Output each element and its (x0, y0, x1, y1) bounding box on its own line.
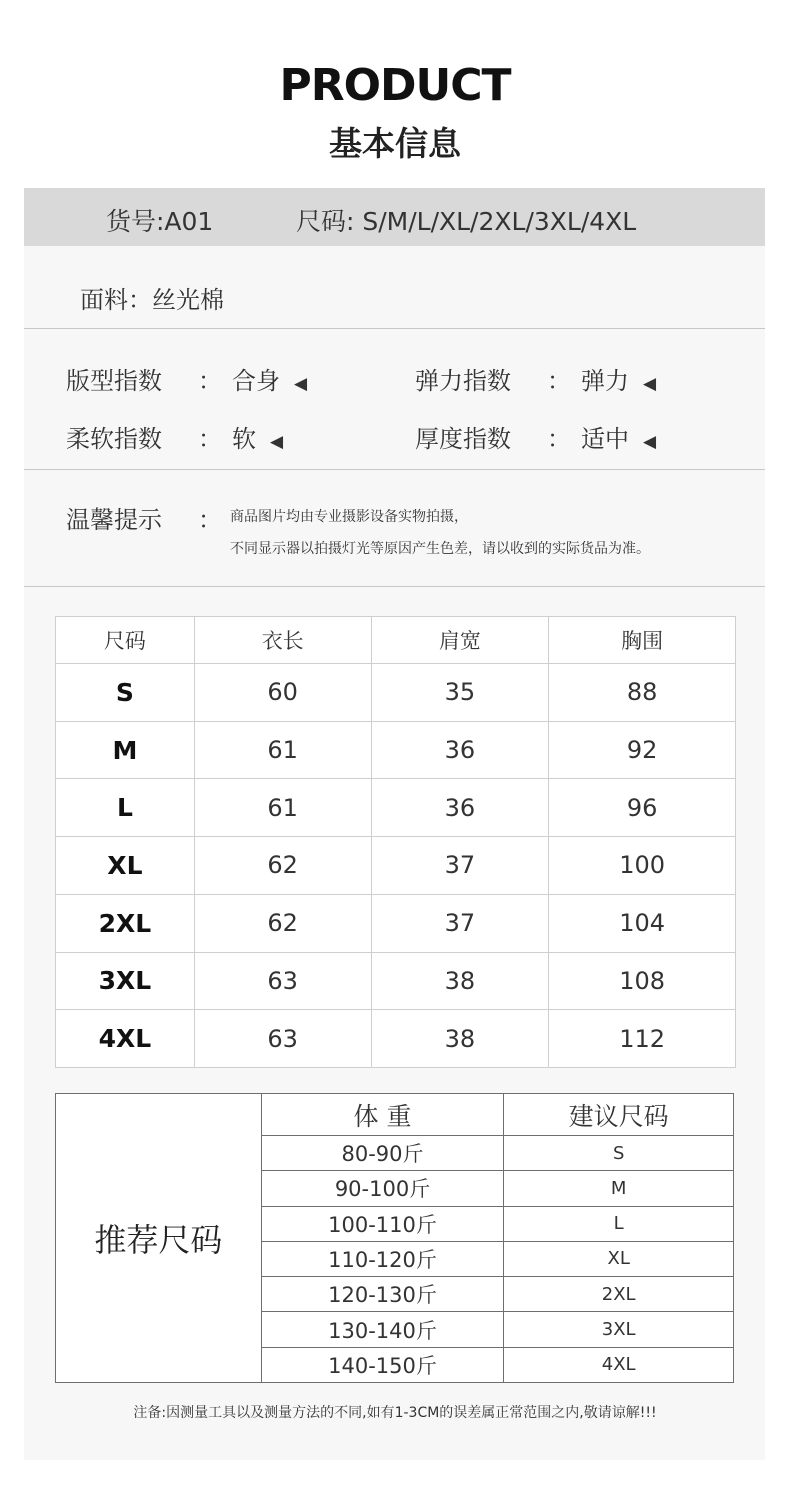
size-cell: M (504, 1171, 734, 1206)
length-cell: 61 (194, 721, 371, 779)
recommend-label: 推荐尺码 (56, 1094, 262, 1383)
shoulder-cell: 36 (371, 779, 549, 837)
shoulder-cell: 38 (371, 952, 549, 1010)
arrow-left-icon: ◀ (270, 432, 284, 452)
column-header: 尺码 (56, 617, 195, 664)
softness-index-label: 柔软指数 (66, 425, 162, 453)
weight-cell: 130-140斤 (261, 1312, 504, 1347)
size-cell: S (56, 664, 195, 722)
stretch-index (581, 361, 656, 396)
divider (24, 469, 765, 470)
size-cell: 4XL (56, 1010, 195, 1068)
thickness-index-value: 适中 (581, 425, 629, 453)
size-cell: XL (504, 1241, 734, 1276)
table-row (56, 721, 736, 779)
stretch-index-colon: ： (547, 367, 571, 395)
recommend-table (55, 1093, 734, 1383)
size-cell: 2XL (56, 894, 195, 952)
length-cell: 63 (194, 1010, 371, 1068)
chest-cell: 96 (549, 779, 736, 837)
table-header-row (56, 617, 736, 664)
arrow-left-icon: ◀ (294, 374, 308, 394)
chest-cell: 100 (549, 837, 736, 895)
fit-index-colon: ： (198, 367, 222, 395)
length-cell: 63 (194, 952, 371, 1010)
stretch-index-value: 弹力 (581, 367, 629, 395)
weight-cell: 100-110斤 (261, 1206, 504, 1241)
tip-line-2: 不同显示器以拍摄灯光等原因产生色差，请以收到的实际货品为准。 (230, 541, 650, 557)
table-row (56, 894, 736, 952)
size-cell: L (56, 779, 195, 837)
size-cell: L (504, 1206, 734, 1241)
length-cell: 62 (194, 837, 371, 895)
header-bar (24, 188, 765, 246)
column-header: 胸围 (549, 617, 736, 664)
thickness-index (581, 419, 656, 454)
weight-cell: 140-150斤 (261, 1347, 504, 1382)
length-cell: 61 (194, 779, 371, 837)
weight-cell: 120-130斤 (261, 1277, 504, 1312)
divider (24, 328, 765, 329)
page-title-cn: 基本信息 (329, 124, 461, 163)
shoulder-cell: 37 (371, 837, 549, 895)
chest-cell: 92 (549, 721, 736, 779)
chest-cell: 104 (549, 894, 736, 952)
table-row (56, 1010, 736, 1068)
chest-cell: 88 (549, 664, 736, 722)
table-row (56, 664, 736, 722)
size-cell: 3XL (504, 1312, 734, 1347)
size-list: 尺码: S/M/L/XL/2XL/3XL/4XL (296, 207, 637, 236)
size-cell: XL (56, 837, 195, 895)
tip-colon: ： (198, 506, 222, 534)
shoulder-cell: 36 (371, 721, 549, 779)
arrow-left-icon: ◀ (643, 374, 657, 394)
size-cell: S (504, 1136, 734, 1171)
fit-index-label: 版型指数 (66, 367, 162, 395)
shoulder-cell: 37 (371, 894, 549, 952)
fabric-info: 面料：丝光棉 (80, 286, 224, 314)
stretch-index-label: 弹力指数 (415, 367, 511, 395)
softness-index (232, 419, 283, 454)
thickness-index-colon: ： (547, 425, 571, 453)
size-cell: M (56, 721, 195, 779)
size-table (55, 616, 736, 1068)
length-cell: 62 (194, 894, 371, 952)
fit-index-value: 合身 (232, 367, 280, 395)
table-header-row (56, 1094, 734, 1136)
item-number: 货号:A01 (106, 207, 214, 236)
chest-cell: 108 (549, 952, 736, 1010)
size-cell: 4XL (504, 1347, 734, 1382)
tip-line-1: 商品图片均由专业摄影设备实物拍摄， (230, 509, 468, 525)
chest-cell: 112 (549, 1010, 736, 1068)
shoulder-cell: 35 (371, 664, 549, 722)
divider (24, 586, 765, 587)
column-header: 肩宽 (371, 617, 549, 664)
shoulder-cell: 38 (371, 1010, 549, 1068)
table-row (56, 837, 736, 895)
size-cell: 3XL (56, 952, 195, 1010)
table-row (56, 952, 736, 1010)
page-title-en: PRODUCT (279, 60, 511, 111)
column-header: 建议尺码 (504, 1094, 734, 1136)
length-cell: 60 (194, 664, 371, 722)
softness-index-colon: ： (198, 425, 222, 453)
tip-label: 温馨提示 (66, 506, 162, 534)
fit-index (232, 361, 307, 396)
column-header: 体 重 (261, 1094, 504, 1136)
weight-cell: 80-90斤 (261, 1136, 504, 1171)
size-cell: 2XL (504, 1277, 734, 1312)
arrow-left-icon: ◀ (643, 432, 657, 452)
column-header: 衣长 (194, 617, 371, 664)
thickness-index-label: 厚度指数 (415, 425, 511, 453)
softness-index-value: 软 (232, 425, 256, 453)
footnote: 注备:因测量工具以及测量方法的不同,如有1-3CM的误差属正常范围之内,敬请谅解!!! (133, 1405, 657, 1421)
weight-cell: 90-100斤 (261, 1171, 504, 1206)
table-row (56, 779, 736, 837)
weight-cell: 110-120斤 (261, 1241, 504, 1276)
